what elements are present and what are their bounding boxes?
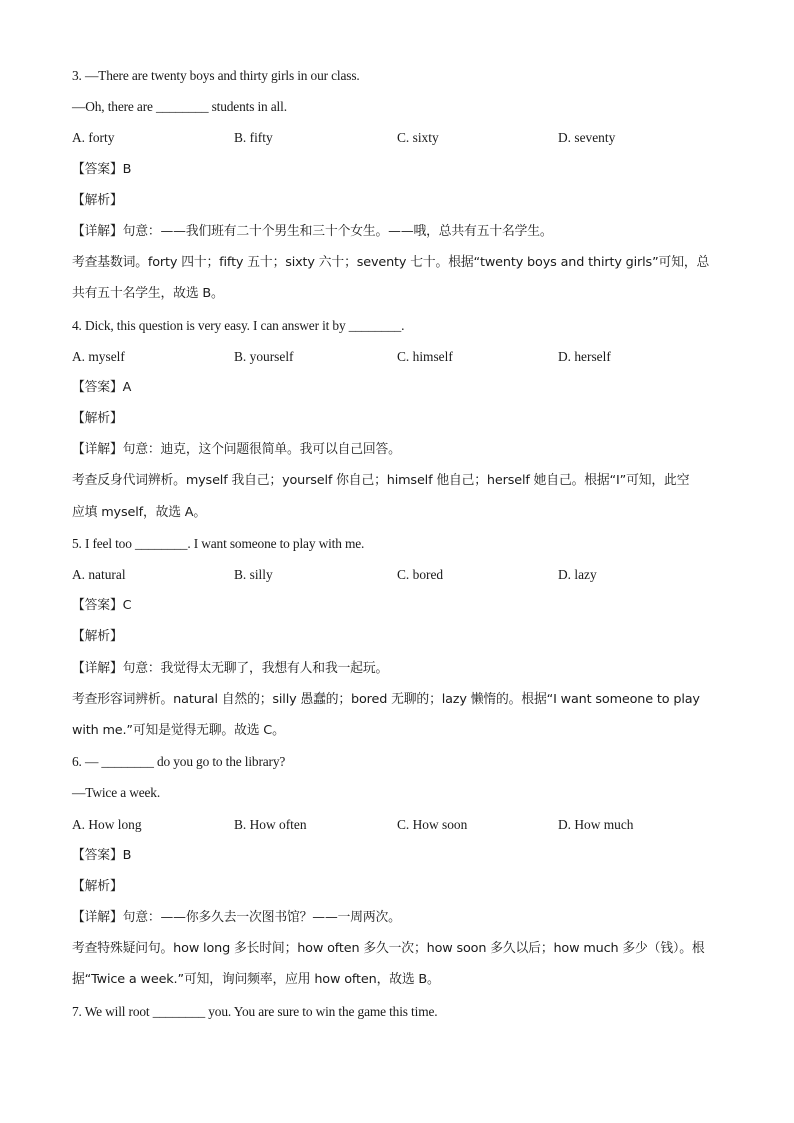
analysis-label: 【解析】 [72, 878, 123, 894]
question-stem: —Oh, there are ________ students in all. [72, 99, 287, 115]
option-c: C. himself [397, 348, 453, 364]
answer-options [72, 813, 724, 844]
analysis-label: 【解析】 [72, 411, 123, 427]
option-d: D. lazy [558, 567, 597, 582]
option-c: C. sixty [397, 130, 439, 146]
option-a: A. How long [72, 816, 142, 832]
detail-line: 【详解】句意：我觉得太无聊了，我想有人和我一起玩。 [72, 660, 389, 676]
answer-options [72, 563, 724, 594]
question-stem: 3. —There are twenty boys and thirty girls in our class. [72, 68, 360, 83]
explanation-line: 应填 myself，故选 A。 [72, 504, 207, 520]
explanation-line: 共有五十名学生，故选 B。 [72, 286, 224, 302]
answer-options [72, 345, 724, 376]
answer-line: 【答案】B [72, 847, 132, 863]
explanation-line: with me.”可知是觉得无聊。故选 C。 [72, 722, 285, 738]
question-stem: —Twice a week. [72, 785, 161, 801]
answer-line: 【答案】A [72, 379, 132, 395]
question-stem: 5. I feel too ________. I want someone to play with me. [72, 535, 365, 551]
detail-line: 【详解】句意：迪克，这个问题很简单。我可以自己回答。 [72, 442, 401, 458]
analysis-label: 【解析】 [72, 629, 123, 645]
question-block [72, 314, 724, 532]
detail-line: 【详解】句意：——我们班有二十个男生和三十个女生。——哦，总共有五十名学生。 [72, 223, 553, 239]
option-b: B. fifty [234, 130, 273, 146]
question-stem: 6. — ________ do you go to the library? [72, 754, 286, 770]
option-a: A. natural [72, 567, 126, 582]
option-d: D. seventy [558, 130, 616, 146]
question-block [72, 750, 724, 1000]
detail-line: 【详解】句意：——你多久去一次图书馆？——一周两次。 [72, 910, 401, 926]
document-page [72, 64, 724, 1031]
option-d: D. herself [558, 348, 611, 364]
question-block [72, 532, 724, 750]
option-c: C. bored [397, 567, 444, 582]
answer-line: 【答案】C [72, 598, 132, 614]
explanation-line: 考查反身代词辨析。myself 我自己；yourself 你自己；himself 他自己；herself 她自己。根据“I”可知，此空 [72, 473, 690, 489]
analysis-label: 【解析】 [72, 192, 123, 208]
answer-options [72, 126, 724, 157]
explanation-line: 考查形容词辨析。natural 自然的；silly 愚蠢的；bored 无聊的；lazy 懒惰的。根据“I want someone to play [72, 691, 700, 707]
option-b: B. yourself [234, 348, 294, 364]
option-a: A. forty [72, 130, 115, 146]
answer-line: 【答案】B [72, 161, 132, 177]
option-d: D. How much [558, 816, 634, 832]
explanation-line: 据“Twice a week.”可知，询问频率，应用 how often，故选 B。 [72, 972, 440, 988]
option-a: A. myself [72, 348, 125, 364]
question-stem: 7. We will root ________ you. You are sure to win the game this time. [72, 1003, 438, 1019]
question-block [72, 64, 724, 314]
question-block [72, 1000, 724, 1031]
option-b: B. silly [234, 567, 273, 582]
explanation-line: 考查特殊疑问句。how long 多长时间；how often 多久一次；how soon 多久以后；how much 多少（钱）。根 [72, 941, 705, 957]
question-stem: 4. Dick, this question is very easy. I can answer it by ________. [72, 317, 405, 333]
explanation-line: 考查基数词。forty 四十；fifty 五十；sixty 六十；seventy 七十。根据“twenty boys and thirty girls”可知，总 [72, 255, 710, 271]
option-c: C. How soon [397, 816, 468, 832]
option-b: B. How often [234, 816, 307, 832]
